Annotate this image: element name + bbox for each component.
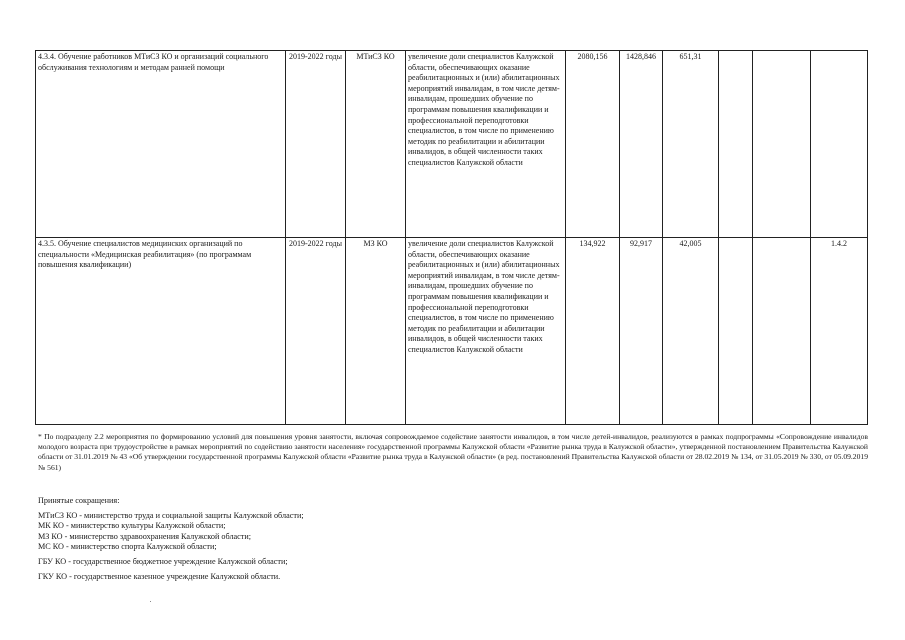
measure-result: увеличение доли специалистов Калужской области, обеспечивающих оказание реабилитационных и (или) абилитационных мероприятий инвалидам, в том числе детям-инвалидам, прошедших обучение по программам повышения квалификации и профессиональной переподготовки специалистов, в том числе по применению методик по реабилитации и абилитации инвалидов, в общей численности таких специалистов Калужской области bbox=[406, 51, 566, 238]
funding-year-1: 1428,846 bbox=[620, 51, 663, 238]
funding-total: 2080,156 bbox=[566, 51, 620, 238]
measure-name: 4.3.4. Обучение работников МТиСЗ КО и организаций социального обслуживания технологиям и методам ранней помощи bbox=[36, 51, 286, 238]
measure-period: 2019-2022 годы bbox=[286, 238, 346, 425]
funding-year-3 bbox=[719, 51, 753, 238]
measure-name: 4.3.5. Обучение специалистов медицинских организаций по специальности «Медицинская реабилитация» (по программам повышения квалификации) bbox=[36, 238, 286, 425]
abbreviations-title: Принятые сокращения: bbox=[38, 496, 120, 505]
indicator-ref bbox=[811, 51, 868, 238]
funding-year-4 bbox=[753, 51, 811, 238]
funding-year-1: 92,917 bbox=[620, 238, 663, 425]
abbreviation-item: МС КО - министерство спорта Калужской области; bbox=[38, 542, 217, 552]
funding-year-3 bbox=[719, 238, 753, 425]
abbreviation-item: МЗ КО - министерство здравоохранения Калужской области; bbox=[38, 531, 252, 541]
table-row bbox=[36, 238, 868, 425]
funding-year-2: 651,31 bbox=[663, 51, 719, 238]
footnote: * По подразделу 2.2 мероприятия по формированию условий для повышения уровня занятости, включая сопровождаемое содействие занятости инвалидов, в том числе детей-инвалидов, реализуются в рамках подпрограммы «Сопровождение инвалидов молодого возраста при трудоустройстве в рамках мероприятий по содействию занятости населения» государственной программы Калужской области «Развитие рынка труда в Калужской области», утвержденной постановлением Правительства Калужской области от 31.01.2019 № 43 «Об утверждении государственной программы Калужской области «Развитие рынка труда в Калужской области» (в ред. постановлений Правительства Калужской области от 28.02.2019 № 134, от 31.05.2019 № 330, от 05.09.2019 № 561) bbox=[38, 432, 868, 472]
measure-result: увеличение доли специалистов Калужской области, обеспечивающих оказание реабилитационных и (или) абилитационных мероприятий инвалидам, в том числе детям-инвалидам, прошедших обучение по программам повышения квалификации и профессиональной переподготовки специалистов, в том числе по применению методик по реабилитации и абилитации инвалидов, в общей численности таких специалистов Калужской области bbox=[406, 238, 566, 425]
funding-year-2: 42,005 bbox=[663, 238, 719, 425]
funding-year-4 bbox=[753, 238, 811, 425]
funding-total: 134,922 bbox=[566, 238, 620, 425]
measure-executor: МЗ КО bbox=[346, 238, 406, 425]
abbreviation-item: МК КО - министерство культуры Калужской области; bbox=[38, 521, 226, 531]
abbreviation-item: МТиСЗ КО - министерство труда и социальной защиты Калужской области; bbox=[38, 510, 304, 520]
indicator-ref: 1.4.2 bbox=[811, 238, 868, 425]
abbreviation-item: ГКУ КО - государственное казенное учреждение Калужской области. bbox=[38, 571, 281, 581]
measure-period: 2019-2022 годы bbox=[286, 51, 346, 238]
abbreviation-item: ГБУ КО - государственное бюджетное учреждение Калужской области; bbox=[38, 556, 288, 566]
table-row bbox=[36, 51, 868, 238]
measures-table bbox=[35, 50, 868, 425]
measure-executor: МТиСЗ КО bbox=[346, 51, 406, 238]
scan-speck bbox=[150, 601, 151, 602]
abbreviations-list bbox=[38, 496, 638, 582]
